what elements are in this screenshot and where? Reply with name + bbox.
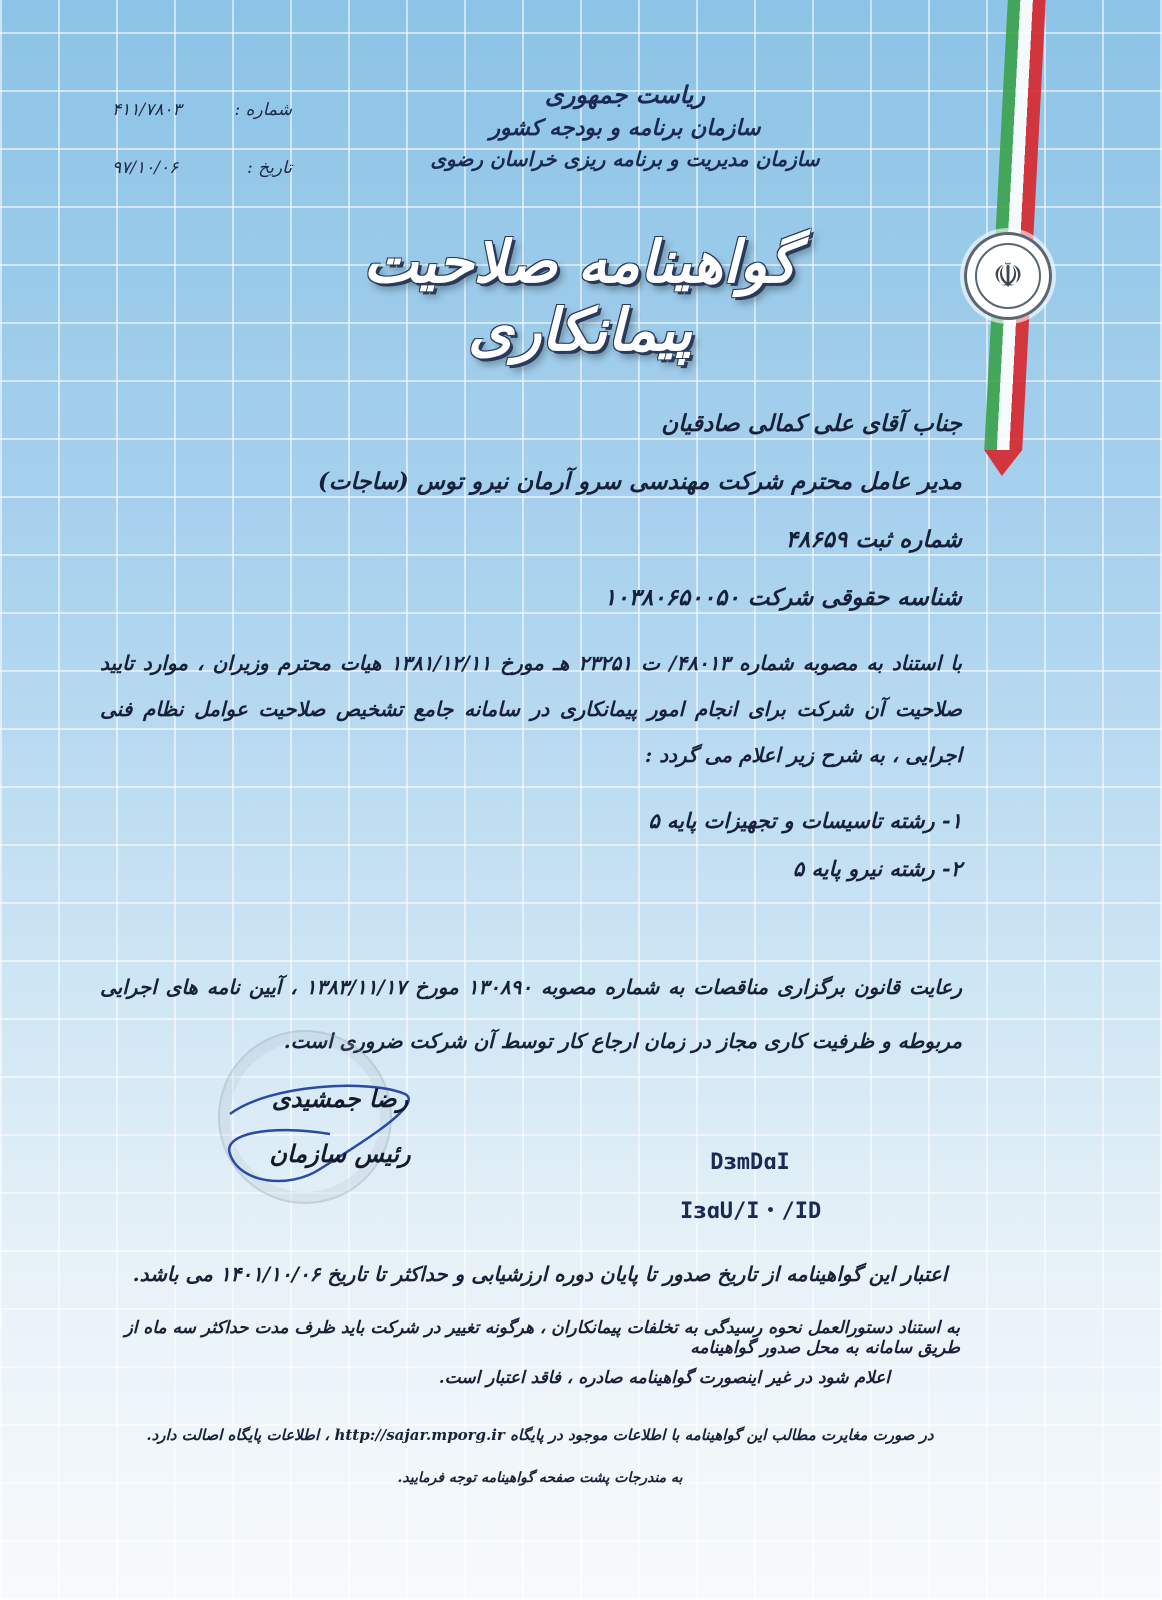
date-row <box>112 158 292 216</box>
signatory-name: رضا جمشیدی <box>271 1084 409 1113</box>
header-budget-org: سازمان برنامه و بودجه کشور <box>489 115 761 141</box>
validity-note: اعتبار این گواهینامه از تاریخ صدور تا پایان دوره ارزشیابی و حداکثر تا تاریخ ۱۴۰۱/۱۰/۰۶ می باشد. <box>132 1262 948 1286</box>
date-label: تاریخ : <box>247 158 292 178</box>
date-value: ۹۷/۱۰/۰۶ <box>112 158 179 178</box>
instruction-note: به استناد دستورالعمل نحوه رسیدگی به تخلفات پیمانکاران ، هرگونه تغییر در شرکت باید ظرف مدت حداکثر سه ماه از طریق سامانه به محل صدور گواهینامه <box>124 1318 960 1358</box>
footer-notes <box>120 1262 960 1500</box>
number-label: شماره : <box>234 100 292 120</box>
number-value: ۴۱۱/۷۸۰۳ <box>112 100 182 120</box>
back-page-note: به مندرجات پشت صفحه گواهینامه توجه فرمایید. <box>397 1470 683 1486</box>
emblem-seal <box>964 232 1052 320</box>
legal-id: شناسه حقوقی شرکت ۱۰۳۸۰۶۵۰۰۵۰ <box>603 584 962 611</box>
header-province-org: سازمان مدیریت و برنامه ریزی خراسان رضوی <box>430 147 820 171</box>
compliance-paragraph: رعایت قانون برگزاری مناقصات به شماره مصوبه ۱۳۰۸۹۰ مورخ ۱۳۸۳/۱۱/۱۷ ، آیین نامه های اجرایی مربوطه و ظرفیت کاری مجاز در زمان ارجاع کار توسط آن شرکت ضروری است. <box>100 975 962 1053</box>
iran-flag-ribbon <box>984 0 1046 450</box>
code-line-2: IɜɑU/I・/ID <box>680 1199 822 1224</box>
instruction-note-cont: اعلام شود در غیر اینصورت گواهینامه صادره ، فاقد اعتبار است. <box>438 1368 890 1388</box>
signatory-title: رئیس سازمان <box>269 1139 411 1168</box>
field-item: ۱- رشته تاسیسات و تجهیزات پایه ۵ <box>648 808 962 833</box>
body-paragraph: با استناد به مصوبه شماره ۴۸۰۱۳/ ت ۲۳۲۵۱ هـ مورخ ۱۳۸۱/۱۲/۱۱ هیات محترم وزیران ، موارد تایید صلاحیت آن شرکت برای انجام امور پیمانکاری در سامانه جامع تشخیص صلاحیت عوامل نظام فنی اجرایی ، به شرح زیر اعلام می گردد : <box>100 651 962 767</box>
qualification-fields <box>542 808 962 904</box>
header-presidency: ریاست جمهوری <box>544 80 706 109</box>
document-meta <box>112 100 292 216</box>
code-line-1: DɜmDɑI <box>710 1150 790 1175</box>
field-item: ۲- رشته نیرو پایه ۵ <box>792 856 962 881</box>
number-row <box>112 100 292 158</box>
issuer-headers <box>420 80 830 171</box>
addressee-company: مدیر عامل محترم شرکت مهندسی سرو آرمان نیرو توس (ساجات) <box>317 468 962 495</box>
verification-note: در صورت مغایرت مطالب این گواهینامه با اطلاعات موجود در پایگاه http://sajar.mporg.ir ، اطلاعات پایگاه اصالت دارد. <box>146 1426 934 1444</box>
signature-block <box>240 1084 440 1168</box>
registration-number: شماره ثبت ۴۸۶۵۹ <box>785 526 962 553</box>
certificate-title: گواهینامه صلاحیت پیمانکاری <box>363 228 797 364</box>
iran-emblem-icon: ☫ <box>975 243 1041 309</box>
addressee-name: جناب آقای علی کمالی صادقیان <box>661 410 962 437</box>
addressee-block <box>202 410 962 642</box>
verification-codes <box>680 1150 820 1238</box>
